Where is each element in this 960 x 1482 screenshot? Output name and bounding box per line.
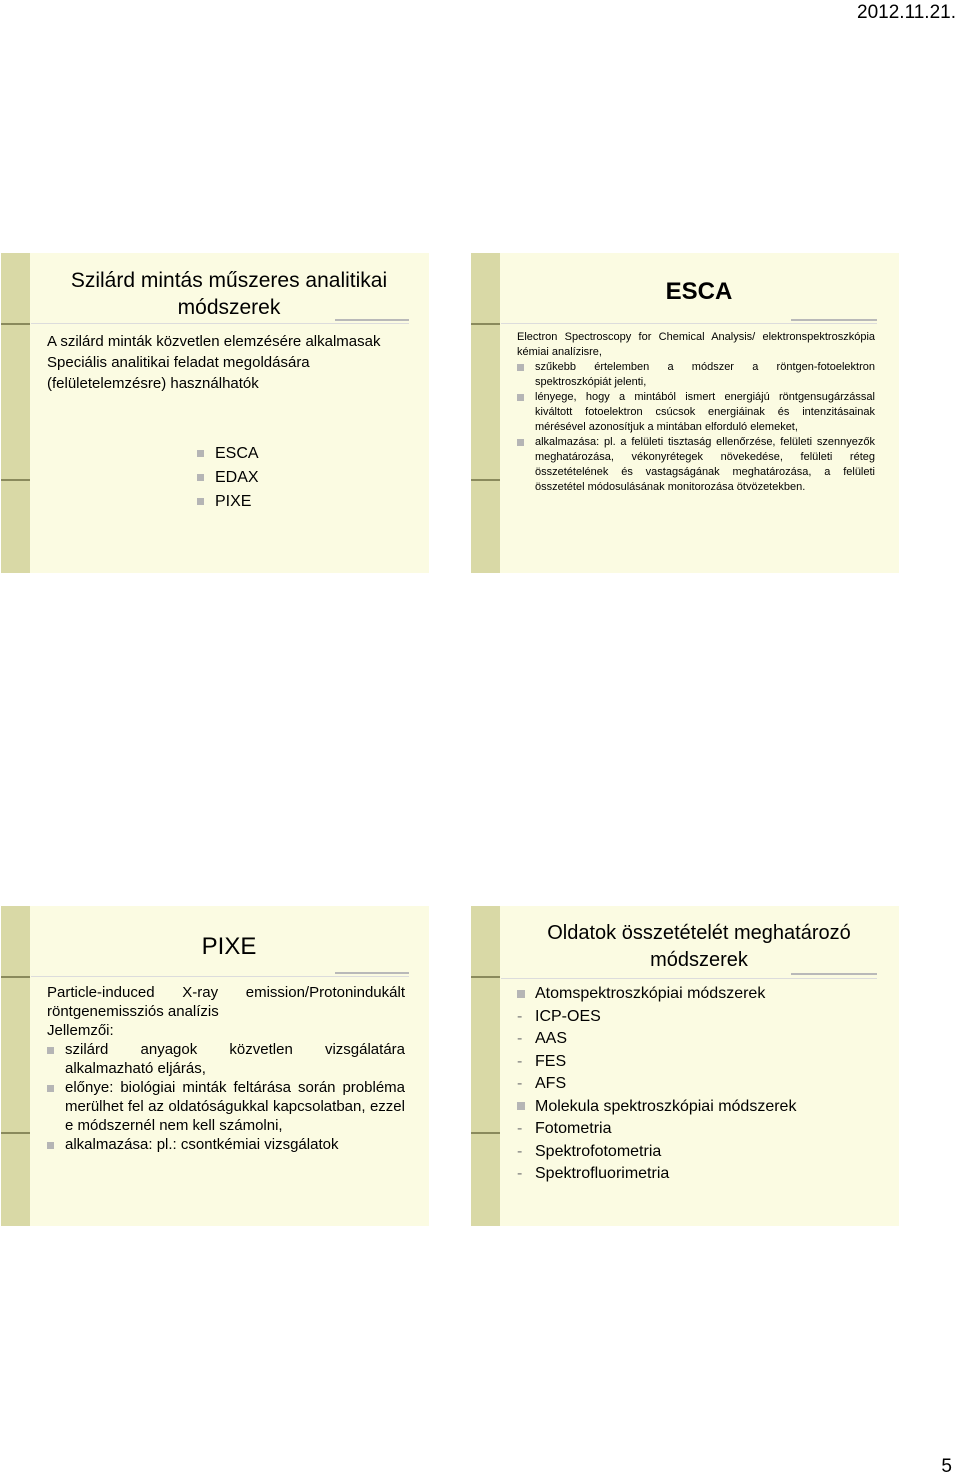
list-item: - Spektrofotometria [517, 1141, 875, 1164]
list-item: - AFS [517, 1073, 875, 1096]
list-item: - Fotometria [517, 1118, 875, 1141]
list-item: - Spektrofluorimetria [517, 1163, 875, 1186]
list-item: EDAX [197, 466, 259, 490]
square-bullet-icon [47, 1085, 54, 1092]
list-item: szűkebb értelemben a módszer a röntgen-fotoelektron spektroszkópiát jelenti, [517, 360, 875, 390]
slide-body [517, 983, 875, 1186]
slide-title: Szilárd mintás műszeres analitikai módszerek [70, 269, 388, 319]
title-underline [501, 323, 877, 324]
list-item: Molekula spektroszkópiai módszerek [517, 1096, 875, 1119]
square-bullet-icon [517, 990, 525, 998]
side-tick [471, 323, 500, 325]
square-bullet-icon [517, 394, 524, 401]
method-list [197, 442, 259, 514]
side-tick [1, 479, 30, 481]
side-tick [471, 479, 500, 481]
slide-side-bar [1, 906, 30, 1226]
slide-title: PIXE [201, 933, 257, 960]
intro-text: Electron Spectroscopy for Chemical Analysis/ elektronspektroszkópia kémiai analízisre, [517, 331, 875, 358]
list-item: előnye: biológiai minták feltárása során probléma merülhet fel az oldatóságukkal kapcsolatban, ezzel e módszernél nem kell számolni, [47, 1078, 405, 1135]
side-tick [1, 976, 30, 978]
slide-body [517, 330, 875, 495]
dash-bullet: - [517, 1030, 523, 1047]
list-item: - AAS [517, 1028, 875, 1051]
side-tick [1, 1132, 30, 1134]
list-item: Atomspektroszkópiai módszerek [517, 983, 875, 1006]
square-bullet-icon [517, 364, 524, 371]
page-number: 5 [941, 1456, 952, 1477]
slide-side-bar [1, 253, 30, 573]
square-bullet-icon [197, 450, 204, 457]
slide-pixe [1, 906, 429, 1226]
list-item: - FES [517, 1051, 875, 1074]
list-item: PIXE [197, 490, 259, 514]
title-underline [501, 978, 877, 979]
slide-body [47, 983, 405, 1154]
list-item: lényege, hogy a mintából ismert energiájú röntgensugárzással kiváltott fotoelektron csúcsok energiáinak és intenzitásainak mérésével azonosítjuk a mintában elforduló elemeket, [517, 390, 875, 435]
title-rule [335, 972, 409, 974]
square-bullet-icon [47, 1142, 54, 1149]
dash-bullet: - [517, 1120, 523, 1137]
list-item: alkalmazása: pl.: csontkémiai vizsgálatok [47, 1135, 405, 1154]
square-bullet-icon [47, 1047, 54, 1054]
list-item: - ICP-OES [517, 1006, 875, 1029]
slide-title: Oldatok összetételét meghatározó módszerek [547, 922, 851, 971]
square-bullet-icon [197, 498, 204, 505]
slide-side-bar [471, 253, 500, 573]
paragraph: A szilárd minták közvetlen elemzésére alkalmasak [47, 333, 381, 350]
slide-esca [471, 253, 899, 573]
dash-bullet: - [517, 1007, 523, 1025]
square-bullet-icon [517, 1102, 525, 1110]
slide-side-bar [471, 906, 500, 1226]
intro-text: Particle-induced X-ray emission/Protonindukált röntgenemissziós analízis [47, 984, 405, 1020]
paragraph: Speciális analitikai feladat megoldására (felületelemzésre) használhatók [47, 354, 310, 392]
title-rule [791, 319, 877, 321]
dash-bullet: - [517, 1075, 523, 1092]
slide-body [47, 331, 405, 394]
subheading: Jellemzői: [47, 1022, 114, 1039]
slide-title: ESCA [665, 278, 733, 305]
side-tick [471, 1132, 500, 1134]
print-date: 2012.11.21. [857, 2, 956, 23]
title-underline [31, 976, 409, 977]
list-item: ESCA [197, 442, 259, 466]
list-item: szilárd anyagok közvetlen vizsgálatára alkalmazható eljárás, [47, 1040, 405, 1078]
title-underline [31, 323, 409, 324]
dash-bullet: - [517, 1142, 523, 1160]
square-bullet-icon [197, 474, 204, 481]
dash-bullet: - [517, 1052, 523, 1070]
slide-oldatok [471, 906, 899, 1226]
square-bullet-icon [517, 439, 524, 446]
slide-szilard-mintas [1, 253, 429, 573]
dash-bullet: - [517, 1165, 523, 1182]
list-item: alkalmazása: pl. a felületi tisztaság ellenőrzése, felületi szennyezők meghatározása, vékonyrétegek növekedése, felületi réteg összetételének és vastagságának meghatározása, a felületi összetétel módosulásának monitorozása ötvözetekben. [517, 435, 875, 495]
side-tick [1, 323, 30, 325]
side-tick [471, 976, 500, 978]
